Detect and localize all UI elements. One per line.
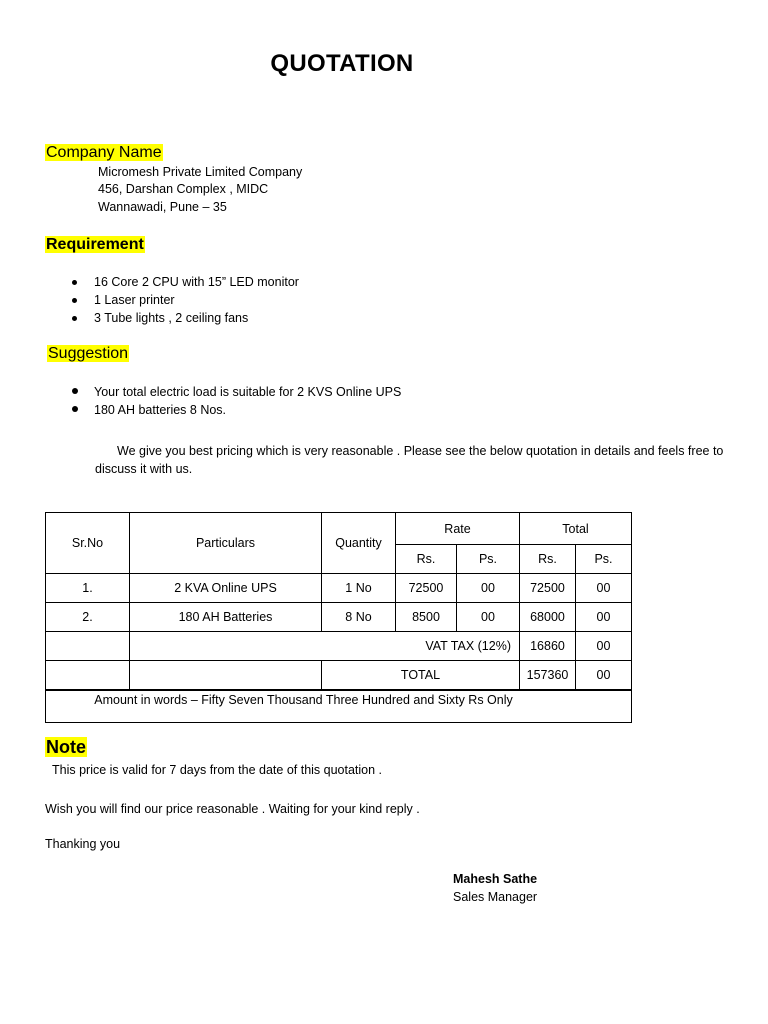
company-address-line2: Wannawadi, Pune – 35 — [98, 200, 227, 214]
list-item: Your total electric load is suitable for 2 KVS Online UPS — [70, 383, 401, 401]
document-title: QUOTATION — [270, 50, 414, 77]
header-particulars: Particulars — [130, 513, 322, 574]
note-heading-text: Note — [46, 737, 86, 757]
vat-row — [46, 632, 632, 661]
company-heading-text: Company Name — [46, 144, 162, 161]
cell-rate-rs: 72500 — [396, 574, 457, 603]
requirement-heading-text: Requirement — [46, 236, 144, 253]
header-srno: Sr.No — [46, 513, 130, 574]
cell-rate-rs: 8500 — [396, 603, 457, 632]
table-row — [46, 603, 632, 632]
empty-cell — [46, 632, 130, 661]
header-total-rs: Rs. — [520, 545, 576, 574]
closing-text: Wish you will find our price reasonable . Waiting for your kind reply . — [45, 802, 420, 816]
vat-ps: 00 — [576, 632, 632, 661]
quotation-table — [45, 512, 632, 723]
vat-label: VAT TAX (12%) — [130, 632, 520, 661]
list-item: 1 Laser printer — [70, 291, 299, 309]
signatory-role: Sales Manager — [453, 890, 538, 904]
amount-in-words: Amount in words – Fifty Seven Thousand Three Hundred and Sixty Rs Only — [46, 690, 632, 723]
cell-total-ps: 00 — [576, 603, 632, 632]
requirement-list — [70, 273, 299, 327]
header-rate-ps: Ps. — [457, 545, 520, 574]
cell-quantity: 8 No — [322, 603, 396, 632]
signatory-name: Mahesh Sathe — [453, 872, 538, 886]
company-address-line1: 456, Darshan Complex , MIDC — [98, 182, 269, 196]
header-rate: Rate — [396, 513, 520, 545]
company-heading — [45, 144, 163, 162]
empty-cell — [46, 661, 130, 691]
vat-rs: 16860 — [520, 632, 576, 661]
amount-words-row — [46, 690, 632, 723]
note-text: This price is valid for 7 days from the date of this quotation . — [52, 763, 383, 777]
cell-particulars: 180 AH Batteries — [130, 603, 322, 632]
requirement-heading — [45, 236, 145, 254]
suggestion-heading — [47, 345, 129, 363]
header-quantity: Quantity — [322, 513, 396, 574]
intro-paragraph: We give you best pricing which is very reasonable . Please see the below quotation in details and feels free to discuss it with us. — [95, 444, 724, 476]
header-rate-rs: Rs. — [396, 545, 457, 574]
suggestion-list — [70, 383, 401, 419]
total-rs: 157360 — [520, 661, 576, 691]
cell-total-rs: 72500 — [520, 574, 576, 603]
thanks-text: Thanking you — [45, 837, 121, 851]
cell-total-ps: 00 — [576, 574, 632, 603]
cell-srno: 1. — [46, 574, 130, 603]
header-total: Total — [520, 513, 632, 545]
total-row — [46, 661, 632, 691]
cell-quantity: 1 No — [322, 574, 396, 603]
list-item: 180 AH batteries 8 Nos. — [70, 401, 401, 419]
note-heading — [45, 737, 87, 758]
cell-rate-ps: 00 — [457, 574, 520, 603]
total-ps: 00 — [576, 661, 632, 691]
company-name: Micromesh Private Limited Company — [98, 165, 303, 179]
empty-cell — [130, 661, 322, 691]
cell-srno: 2. — [46, 603, 130, 632]
cell-total-rs: 68000 — [520, 603, 576, 632]
total-label: TOTAL — [322, 661, 520, 691]
list-item: 16 Core 2 CPU with 15” LED monitor — [70, 273, 299, 291]
header-total-ps: Ps. — [576, 545, 632, 574]
cell-particulars: 2 KVA Online UPS — [130, 574, 322, 603]
list-item: 3 Tube lights , 2 ceiling fans — [70, 309, 299, 327]
table-row — [46, 574, 632, 603]
cell-rate-ps: 00 — [457, 603, 520, 632]
suggestion-heading-text: Suggestion — [48, 345, 129, 362]
